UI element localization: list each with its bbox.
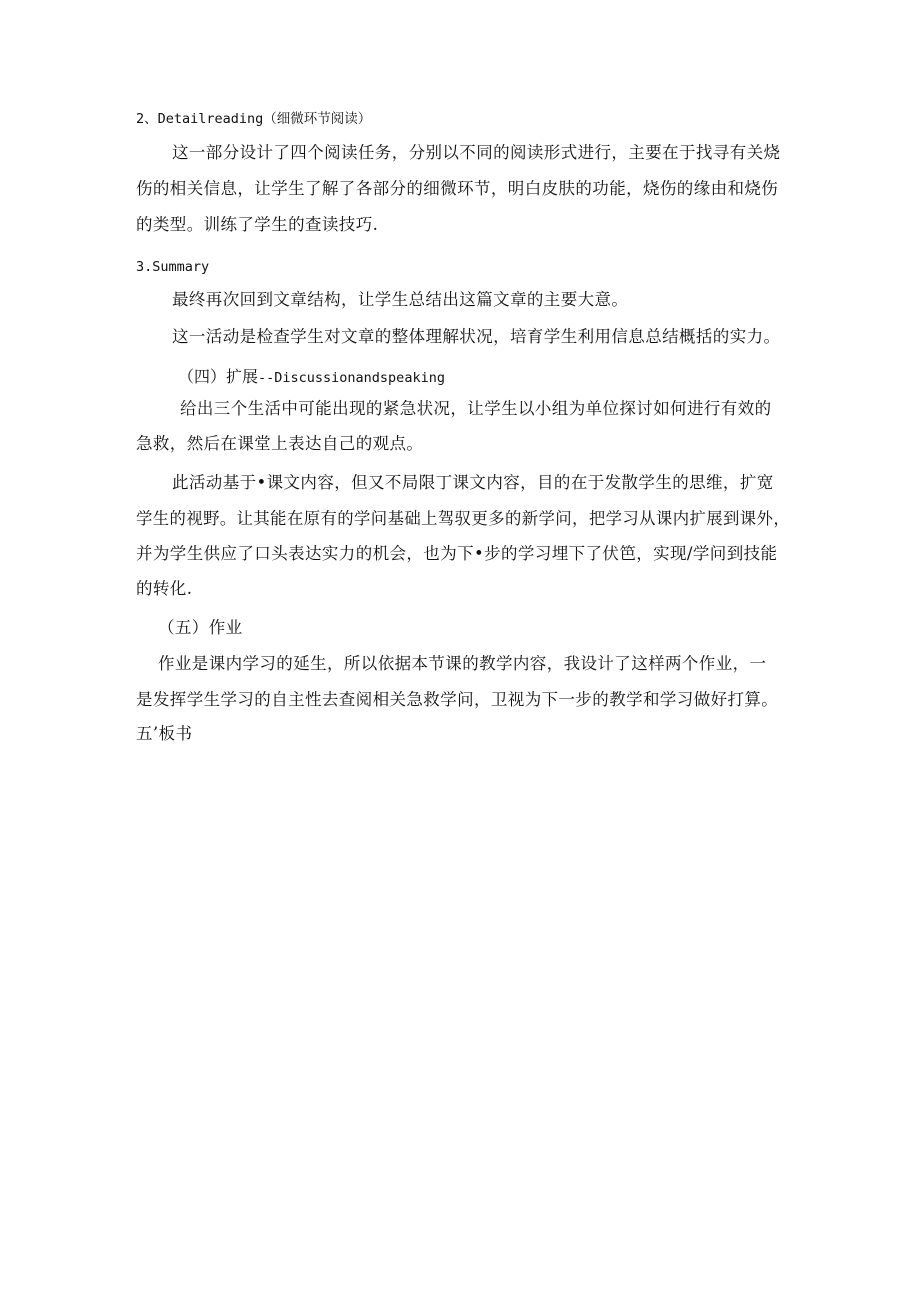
- extension-paragraph-line: 此活动基于•课文内容，但又不局限丁课文内容，目的在于发散学生的思维，扩宽: [172, 473, 774, 492]
- heading-prefix: （四）扩展: [178, 367, 259, 386]
- extension-paragraph-line: 学生的视野。让其能在原有的学问基础上驾驭更多的新学问，把学习从课内扩展到课外，: [136, 509, 791, 528]
- extension-paragraph-line: 并为学生供应了口头表达实力的机会，也为下•步的学习埋下了伏笆，实现/学问到技能: [136, 544, 778, 563]
- section-heading-homework: （五）作业: [158, 618, 243, 637]
- section-heading-extension: [178, 366, 445, 389]
- detail-paragraph-line: 的类型。训练了学生的查读技巧.: [136, 215, 379, 234]
- detail-paragraph-line: 这一部分设计了四个阅读任务，分别以不同的阅读形式进行，主要在于找寻有关烧: [172, 143, 781, 162]
- summary-paragraph: 最终再次回到文章结构，让学生总结出这篇文章的主要大意。: [172, 290, 629, 309]
- detail-paragraph-line: 伤的相关信息，让学生了解了各部分的细微环节，明白皮肤的功能，烧伤的缘由和烧伤: [136, 179, 779, 198]
- extension-paragraph-line: 的转化.: [136, 579, 193, 598]
- extension-paragraph-line: 给出三个生活中可能出现的紧急状况，让学生以小组为单位探讨如何进行有效的: [180, 399, 772, 418]
- summary-paragraph: 这一活动是检查学生对文章的整体理解状况，培育学生利用信息总结概括的实力。: [172, 327, 781, 346]
- section-heading-detail-reading: [136, 108, 371, 130]
- homework-paragraph-line: 是发挥学生学习的自主性去查阅相关急救学问，卫视为下一步的教学和学习做好打算。: [136, 690, 779, 709]
- homework-paragraph-line: 作业是课内学习的延生，所以依据本节课的教学内容，我设计了这样两个作业，一: [158, 654, 767, 673]
- section-heading-summary: 3.Summary: [136, 259, 210, 275]
- heading-text: 2、Detailreading（细微环节阅读）: [136, 111, 372, 127]
- section-heading-board: 五’板书: [136, 724, 193, 743]
- extension-paragraph-line: 急救，然后在课堂上表达自己的观点。: [136, 434, 424, 453]
- heading-suffix: --Discussionandspeaking: [258, 370, 445, 386]
